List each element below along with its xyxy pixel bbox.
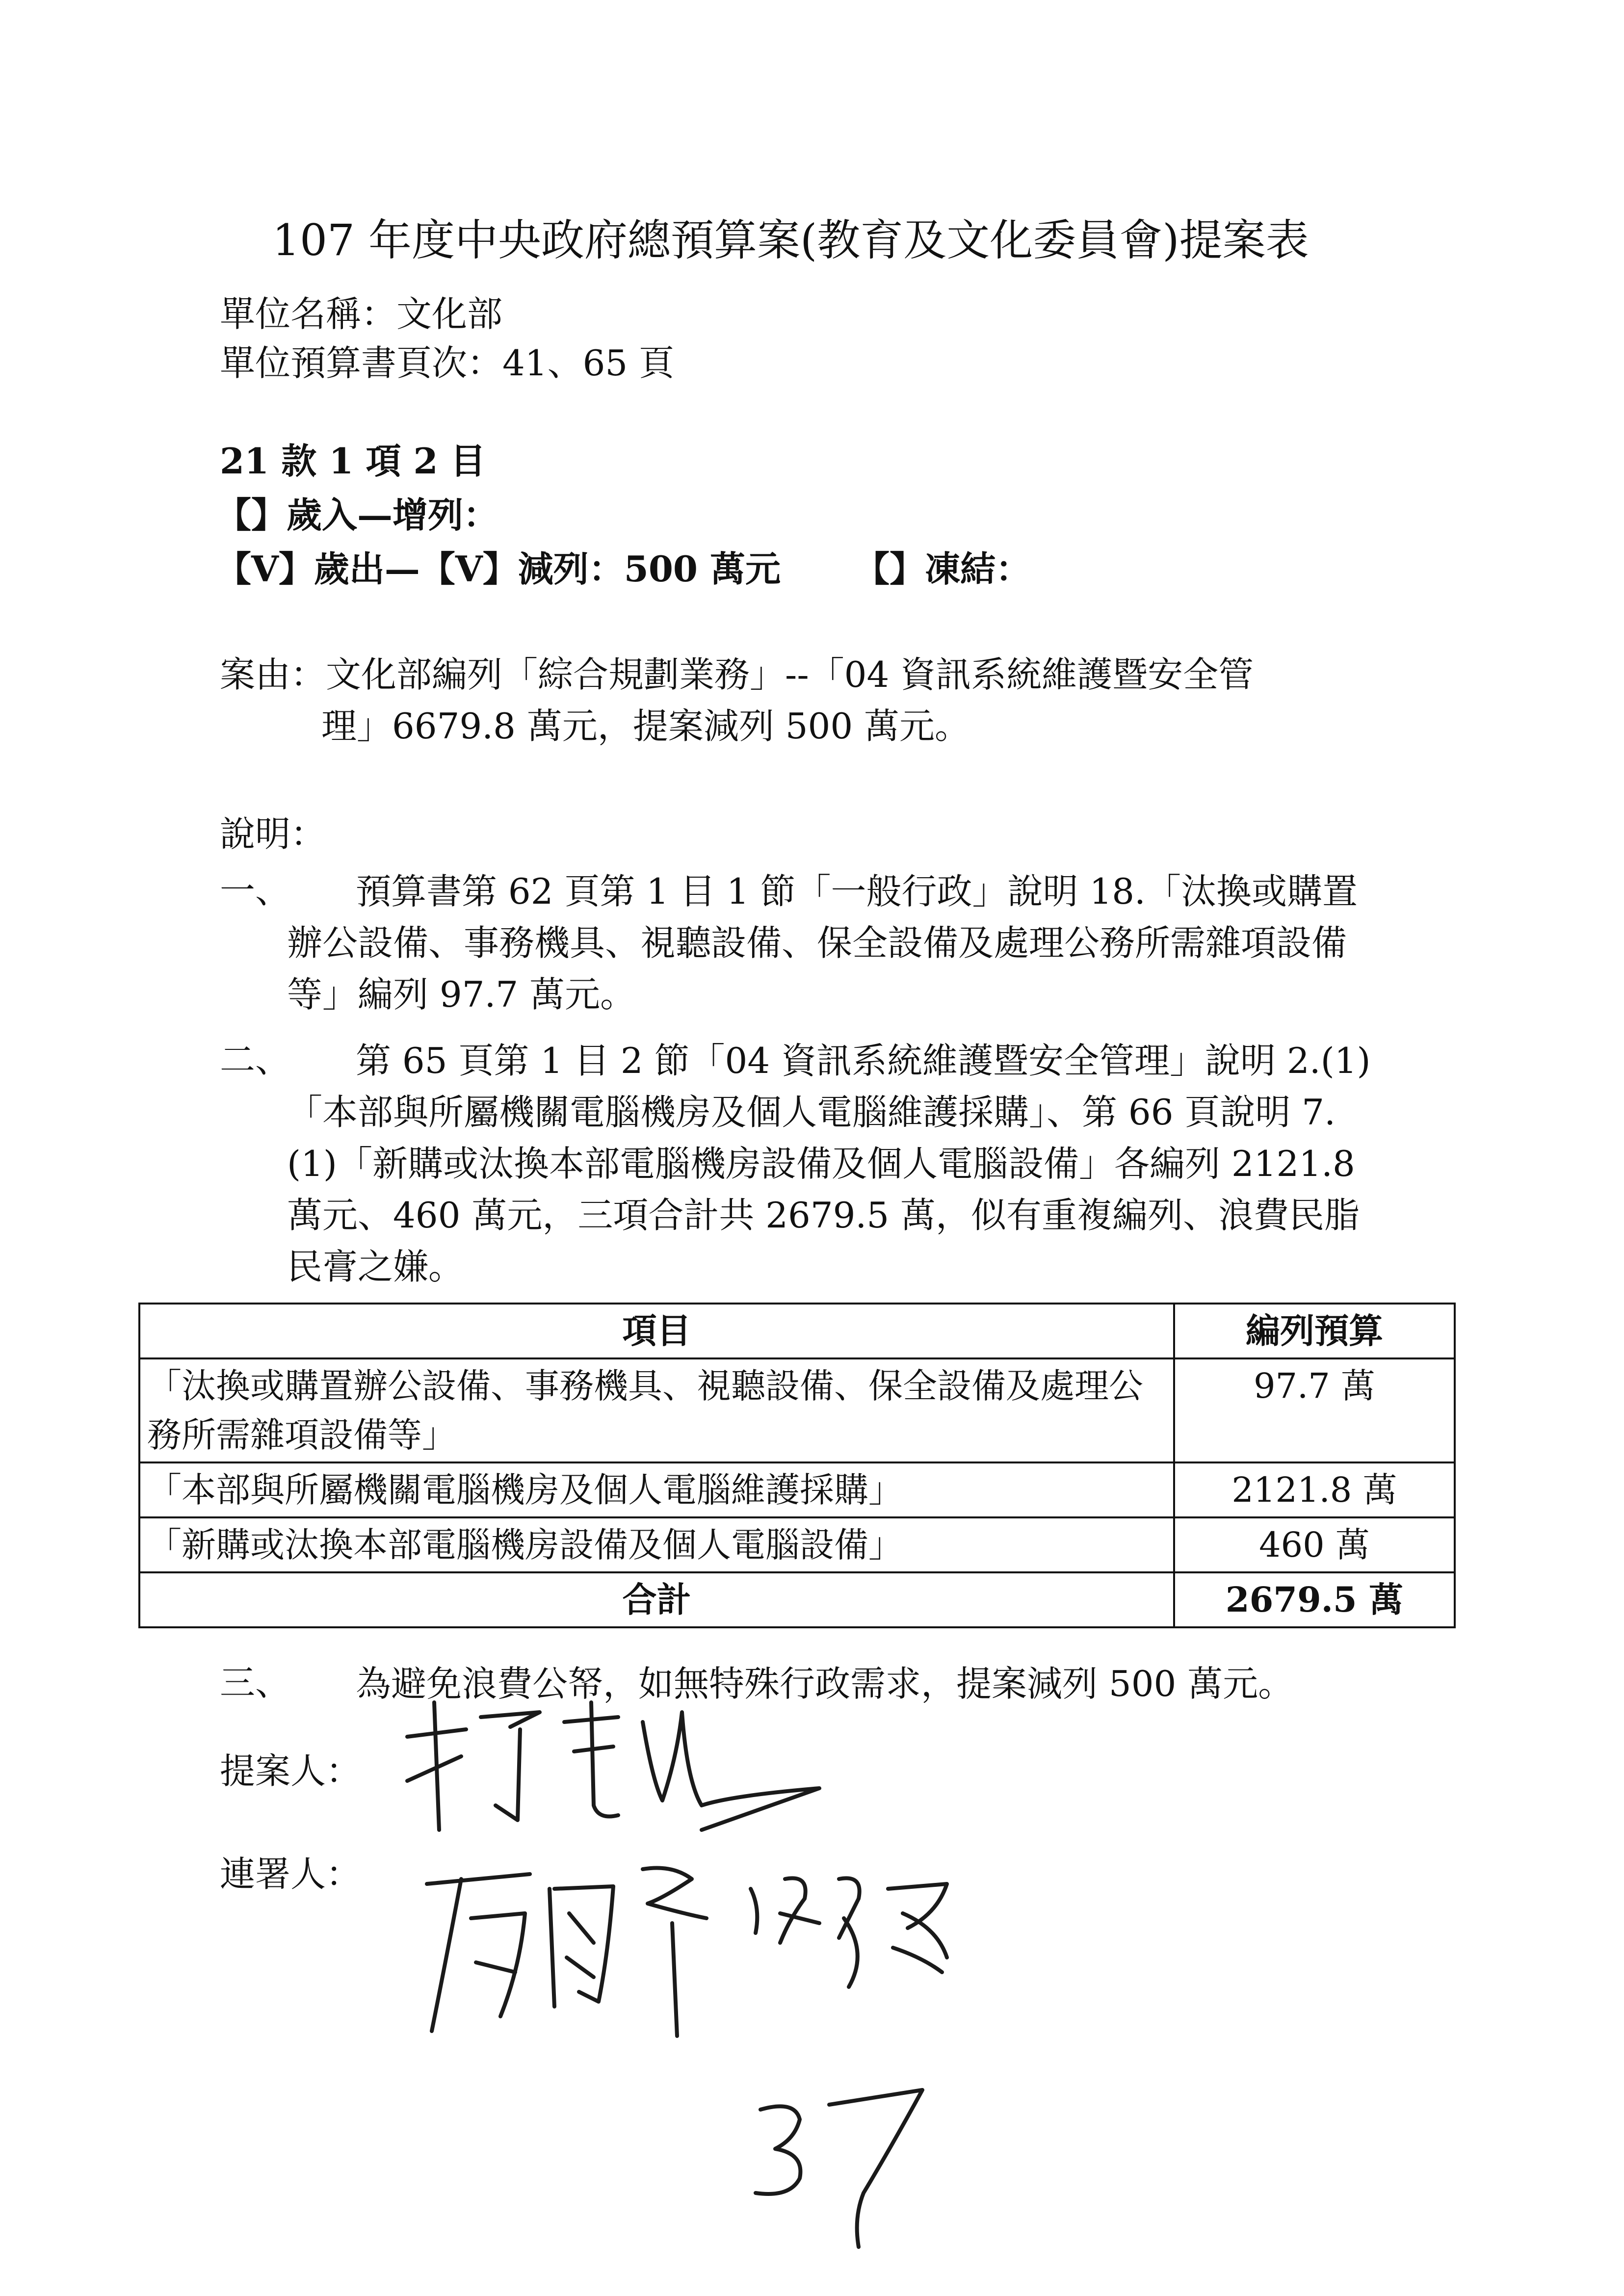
budget-pages: 單位預算書頁次：41、65 頁 bbox=[220, 342, 675, 384]
column-header-item: 項目 bbox=[139, 1304, 1174, 1358]
section-code: 21 款 1 項 2 目 bbox=[220, 440, 486, 482]
table-total-row bbox=[139, 1572, 1455, 1627]
column-header-budget: 編列預算 bbox=[1174, 1304, 1455, 1358]
table-cell-item: 「新購或汰換本部電腦機房設備及個人電腦設備」 bbox=[139, 1517, 1174, 1572]
table-cell-amount: 460 萬 bbox=[1174, 1517, 1455, 1572]
point-text: 預算書第 62 頁第 1 目 1 節「一般行政」說明 18.「汰換或購置辦公設備、事務機具、視聽設備、保全設備及處理公務所需雜項設備等」編列 97.7 萬元。 bbox=[287, 871, 1358, 1015]
proposer-label: 提案人： bbox=[220, 1750, 362, 1792]
table-row bbox=[139, 1358, 1455, 1462]
cosigner-label: 連署人： bbox=[220, 1853, 362, 1895]
case-line-2: 理」6679.8 萬元，提案減列 500 萬元。 bbox=[321, 705, 970, 747]
table-cell-amount: 2121.8 萬 bbox=[1174, 1462, 1455, 1517]
table-cell-amount: 97.7 萬 bbox=[1174, 1358, 1455, 1462]
cosigner-signature bbox=[417, 1845, 967, 2041]
revenue-line: 【】歲入—增列： bbox=[216, 494, 499, 536]
expenditure-reduction: 【V】歲出—【V】減列：500 萬元 bbox=[216, 548, 781, 590]
case-line-1: 案由：文化部編列「綜合規劃業務」--「04 資訊系統維護暨安全管 bbox=[220, 654, 1254, 695]
point-number: 二、 bbox=[220, 1039, 291, 1080]
freeze-line: 【】凍結： bbox=[854, 548, 1031, 590]
explanation-heading: 說明： bbox=[220, 813, 326, 855]
point-number: 三、 bbox=[220, 1662, 291, 1703]
total-label: 合計 bbox=[139, 1572, 1174, 1627]
page-title: 107 年度中央政府總預算案(教育及文化委員會)提案表 bbox=[272, 215, 1309, 265]
unit-name: 單位名稱：文化部 bbox=[220, 293, 503, 335]
point-number: 一、 bbox=[220, 870, 291, 911]
table-header-row bbox=[139, 1304, 1455, 1358]
cosigner-signature bbox=[746, 2070, 952, 2267]
table-cell-item: 「本部與所屬機關電腦機房及個人電腦維護採購」 bbox=[139, 1462, 1174, 1517]
point-text: 第 65 頁第 1 目 2 節「04 資訊系統維護暨安全管理」說明 2.(1)「本部與所屬機關電腦機房及個人電腦維護採購」、第 66 頁說明 7.(1)「新購或汰換本部電腦機房設備及個人電腦設備」各編列 2121.8 萬元、460 萬元，三項合計共 2679.5 萬，似有重複編列、浪費民脂民膏之嫌。 bbox=[287, 1040, 1371, 1287]
table-cell-item: 「汰換或購置辦公設備、事務機具、視聽設備、保全設備及處理公務所需雜項設備等」 bbox=[139, 1358, 1174, 1462]
expenditure-line bbox=[216, 545, 1031, 594]
table-row bbox=[139, 1462, 1455, 1517]
table-row bbox=[139, 1517, 1455, 1572]
total-amount: 2679.5 萬 bbox=[1174, 1572, 1455, 1627]
point-text: 為避免浪費公帑，如無特殊行政需求，提案減列 500 萬元。 bbox=[356, 1663, 1294, 1704]
budget-table bbox=[138, 1303, 1456, 1628]
proposer-signature bbox=[388, 1683, 829, 1845]
